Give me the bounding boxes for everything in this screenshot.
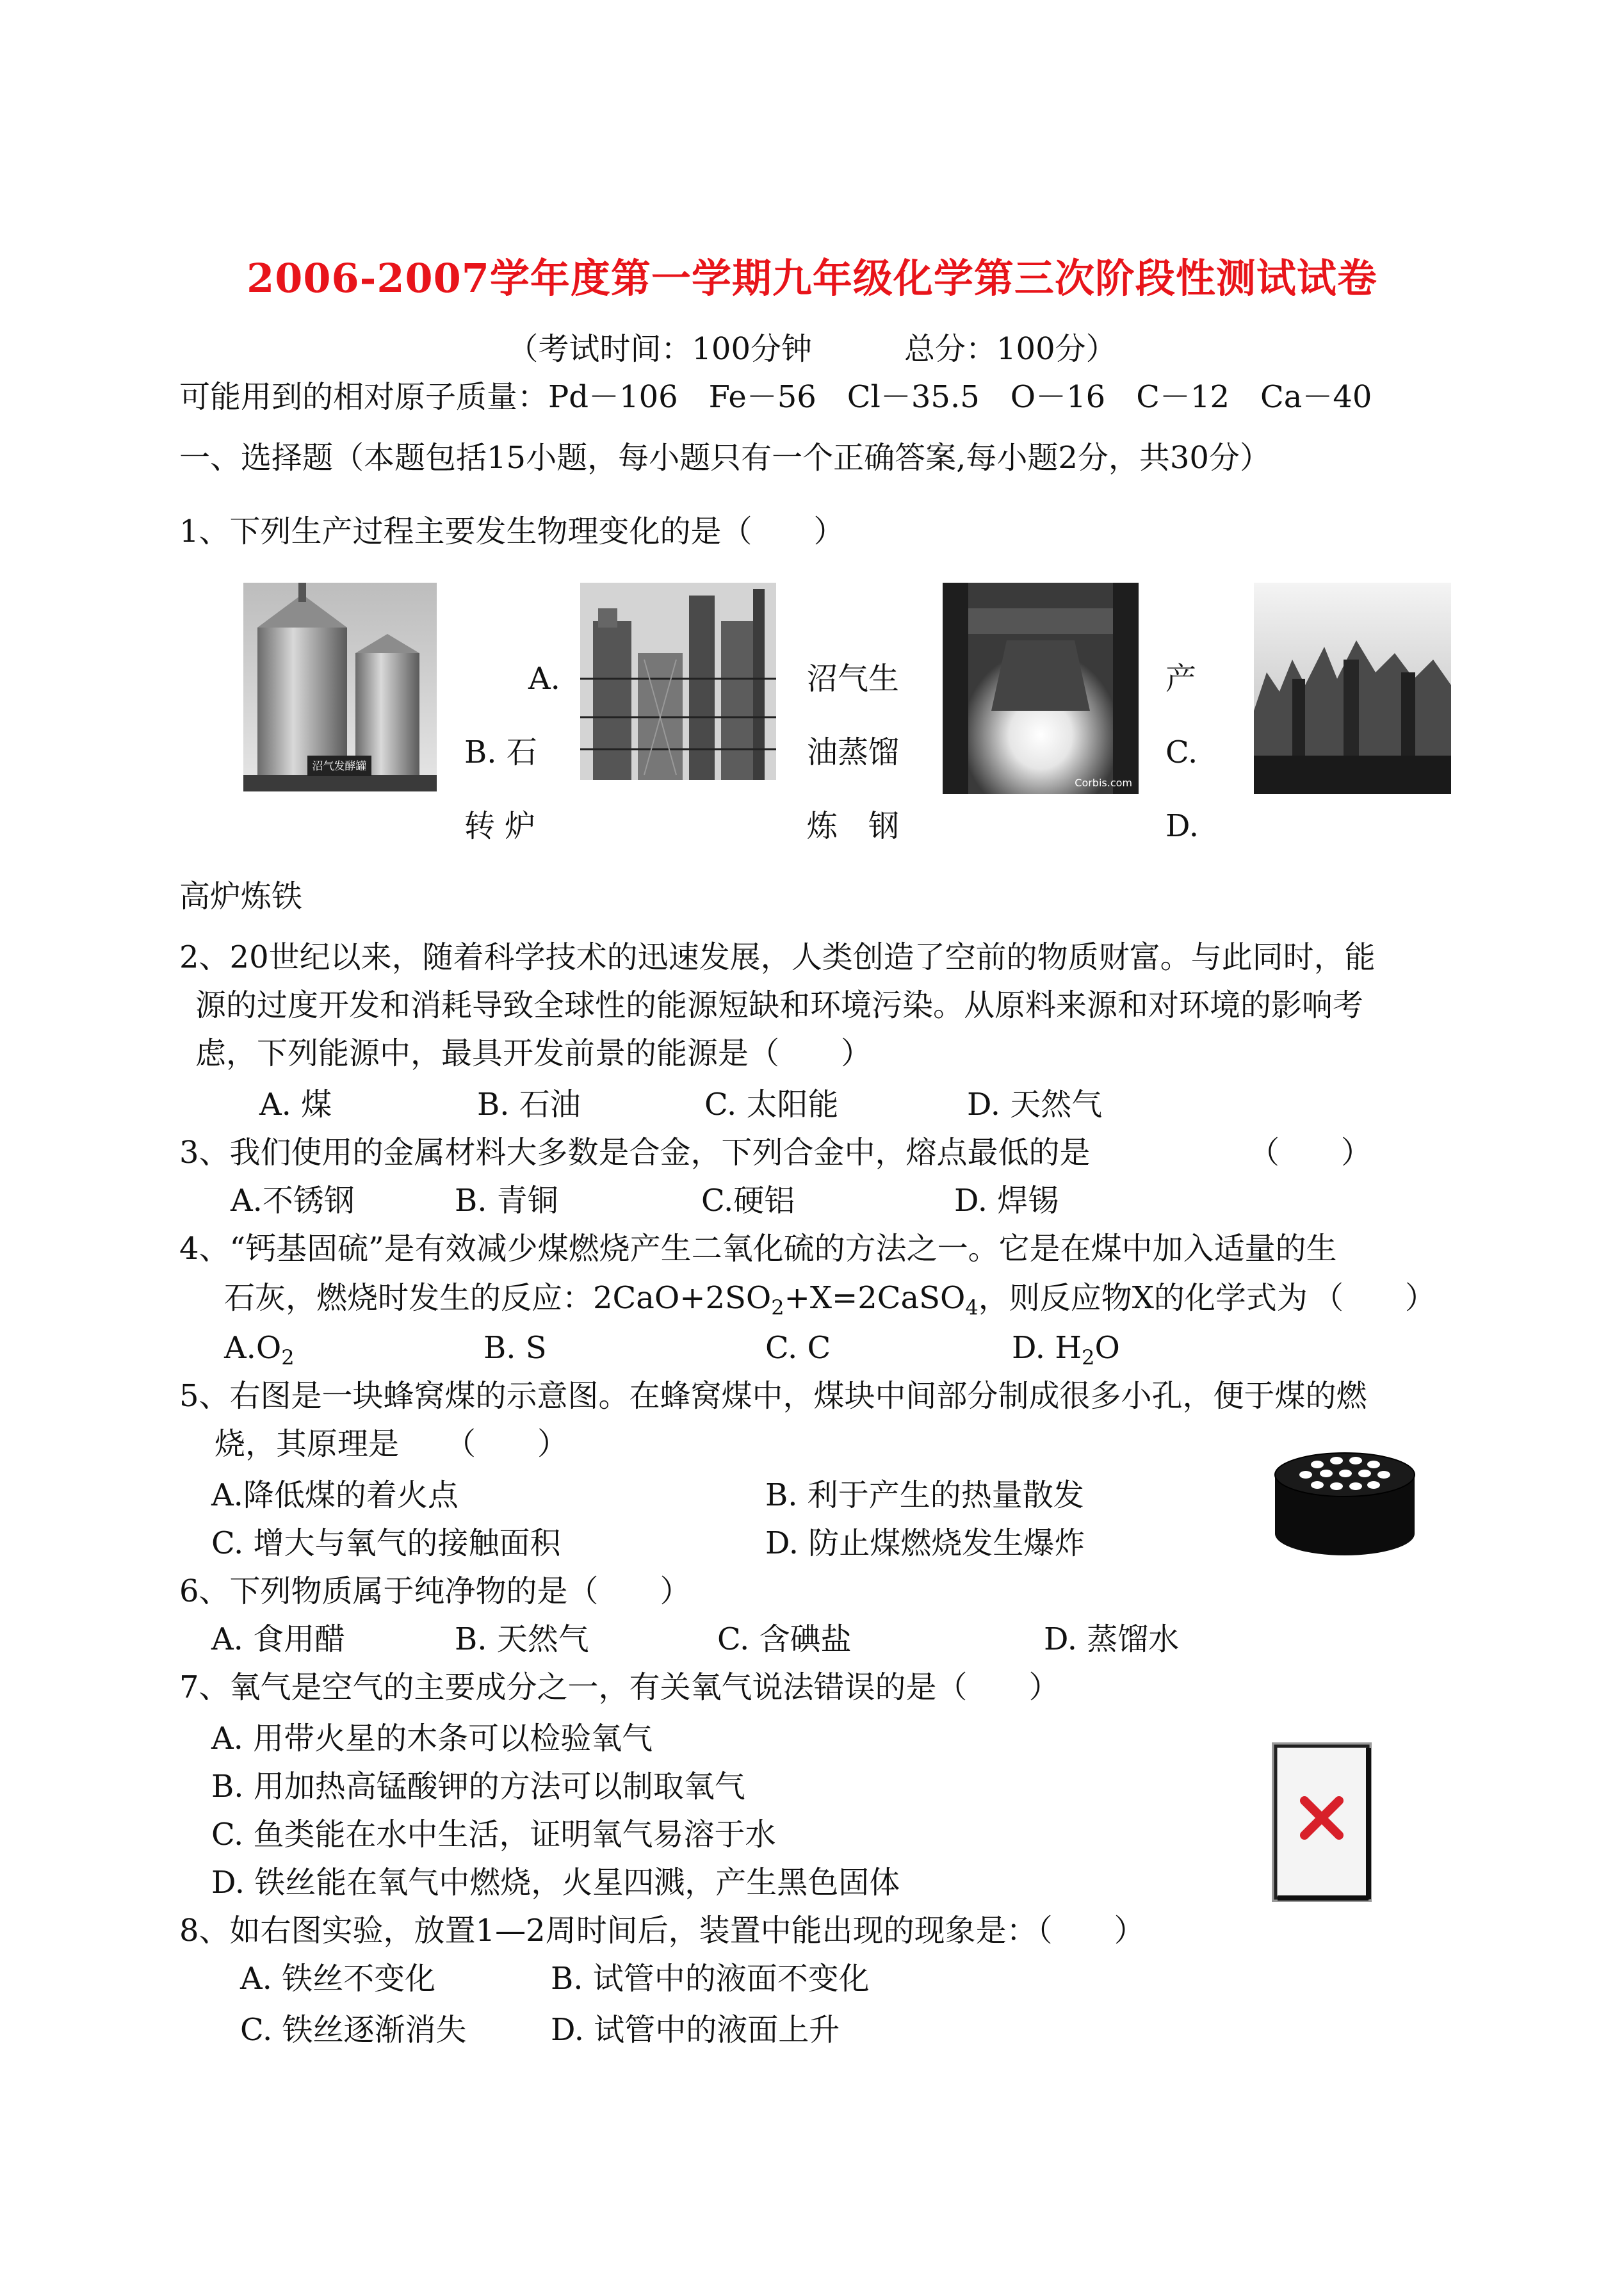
- q6-option-d[interactable]: D. 蒸馏水: [1044, 1621, 1180, 1657]
- q4-option-d-text-end: O: [1094, 1330, 1120, 1366]
- q3-answer-paren: （ ）: [1249, 1135, 1372, 1171]
- q4-option-b[interactable]: B. S: [483, 1330, 547, 1366]
- broken-image-icon: [1271, 1742, 1377, 1905]
- q1-option-a-text: 沼气生: [807, 661, 900, 697]
- q8-option-c[interactable]: C. 铁丝逐渐消失: [240, 2012, 467, 2048]
- q1-stem: 1、下列生产过程主要发生物理变化的是（ ）: [179, 514, 845, 549]
- q6-option-b[interactable]: B. 天然气: [455, 1621, 589, 1657]
- q5-line-2: 烧，其原理是 （ ）: [215, 1426, 569, 1462]
- q4-equation-part-3: ，则反应物X的化学式为: [978, 1280, 1308, 1316]
- q4-subscript-2: 4: [965, 1295, 978, 1320]
- q2-option-c[interactable]: C. 太阳能: [704, 1087, 839, 1123]
- q2-line-3: 虑，下列能源中，最具开发前景的能源是（ ）: [195, 1035, 872, 1071]
- q4-option-a[interactable]: [224, 1329, 295, 1377]
- atomic-masses: 可能用到的相对原子质量：Pd－106 Fe－56 Cl－35.5 O－16 C－12 Ca－40: [179, 379, 1372, 415]
- q4-line-1: 4、“钙基固硫”是有效减少煤燃烧产生二氧化硫的方法之一。它是在煤中加入适量的生: [179, 1231, 1337, 1267]
- q7-option-c[interactable]: C. 鱼类能在水中生活，证明氧气易溶于水: [211, 1817, 776, 1853]
- q4-equation-part-1: 石灰，燃烧时发生的反应：2CaO+2SO: [224, 1280, 772, 1316]
- q8-option-d[interactable]: D. 试管中的液面上升: [551, 2012, 840, 2048]
- q6-option-a[interactable]: A. 食用醋: [211, 1621, 346, 1657]
- q1-option-a-label: A.: [528, 661, 560, 697]
- q3-option-c[interactable]: C.硬铝: [701, 1183, 795, 1219]
- q5-option-d[interactable]: D. 防止煤燃烧发生爆炸: [765, 1525, 1085, 1561]
- exam-info: （考试时间：100分钟 总分：100分）: [507, 331, 1117, 367]
- blast-furnace-image: [1254, 583, 1451, 794]
- q1-option-c-text-start: 转 炉: [464, 808, 536, 844]
- q5-option-c[interactable]: C. 增大与氧气的接触面积: [211, 1525, 561, 1561]
- q8-stem: 8、如右图实验，放置1—2周时间后，装置中能出现的现象是：（ ）: [179, 1913, 1145, 1949]
- q5-option-b[interactable]: B. 利于产生的热量散发: [765, 1477, 1084, 1513]
- q7-option-a[interactable]: A. 用带火星的木条可以检验氧气: [211, 1721, 653, 1756]
- q2-line-1: 2、20世纪以来，随着科学技术的迅速发展，人类创造了空前的物质财富。与此同时，能: [179, 939, 1376, 975]
- corbis-watermark: Corbis.com: [1075, 777, 1132, 789]
- q5-line-1: 5、右图是一块蜂窝煤的示意图。在蜂窝煤中，煤块中间部分制成很多小孔，便于煤的燃: [179, 1378, 1367, 1414]
- q4-option-c[interactable]: C. C: [765, 1330, 831, 1366]
- q5-option-a[interactable]: A.降低煤的着火点: [211, 1477, 459, 1513]
- oil-refinery-image: [580, 583, 776, 780]
- q2-option-d[interactable]: D. 天然气: [967, 1087, 1103, 1123]
- biogas-tank-image: [243, 583, 437, 791]
- q4-option-a-subscript: 2: [281, 1345, 295, 1370]
- q2-option-b[interactable]: B. 石油: [477, 1087, 581, 1123]
- q3-option-b[interactable]: B. 青铜: [455, 1183, 558, 1219]
- q6-option-c[interactable]: C. 含碘盐: [717, 1621, 852, 1657]
- q6-stem: 6、下列物质属于纯净物的是（ ）: [179, 1573, 691, 1609]
- q3-option-d[interactable]: D. 焊锡: [954, 1183, 1059, 1219]
- q3-stem: 3、我们使用的金属材料大多数是合金，下列合金中，熔点最低的是: [179, 1135, 1091, 1171]
- q4-option-d-subscript: 2: [1082, 1345, 1095, 1370]
- q7-option-b[interactable]: B. 用加热高锰酸钾的方法可以制取氧气: [211, 1769, 745, 1804]
- q4-equation-part-2: +X=2CaSO: [784, 1280, 966, 1316]
- q7-stem: 7、氧气是空气的主要成分之一，有关氧气说法错误的是（ ）: [179, 1669, 1060, 1705]
- honeycomb-briquette-image: [1271, 1444, 1418, 1559]
- biogas-tank-caption: 沼气发酵罐: [312, 760, 367, 773]
- exam-title: 2006-2007学年度第一学期九年级化学第三次阶段性测试试卷: [247, 255, 1377, 302]
- q3-option-a[interactable]: A.不锈钢: [231, 1183, 355, 1219]
- q4-option-d[interactable]: [1012, 1329, 1120, 1377]
- section-heading: 一、选择题（本题包括15小题，每小题只有一个正确答案,每小题2分，共30分）: [179, 440, 1271, 476]
- q1-option-d-text: 高炉炼铁: [179, 879, 303, 914]
- q1-option-c-label: C.: [1165, 734, 1198, 770]
- q1-option-b-text: 油蒸馏: [807, 734, 900, 770]
- q1-option-d-label: D.: [1165, 808, 1199, 844]
- q1-option-a-text-end: 产: [1165, 661, 1197, 697]
- q4-answer-paren: （ ）: [1313, 1280, 1436, 1316]
- q2-line-2: 源的过度开发和消耗导致全球性的能源短缺和环境污染。从原料来源和对环境的影响考: [195, 987, 1364, 1023]
- q1-option-b-label: B. 石: [464, 734, 537, 770]
- q8-option-b[interactable]: B. 试管中的液面不变化: [551, 1961, 870, 1997]
- q7-option-d[interactable]: D. 铁丝能在氧气中燃烧，火星四溅，产生黑色固体: [211, 1865, 900, 1901]
- q4-option-a-text: A.O: [224, 1330, 282, 1366]
- q4-option-d-text: D. H: [1012, 1330, 1082, 1366]
- q1-option-c-text: 炼 钢: [807, 808, 900, 844]
- q4-subscript-1: 2: [771, 1295, 784, 1320]
- q8-option-a[interactable]: A. 铁丝不变化: [240, 1961, 436, 1997]
- q4-line-2: [224, 1279, 1308, 1327]
- converter-furnace-image: [943, 583, 1139, 794]
- q2-option-a[interactable]: A. 煤: [259, 1087, 332, 1123]
